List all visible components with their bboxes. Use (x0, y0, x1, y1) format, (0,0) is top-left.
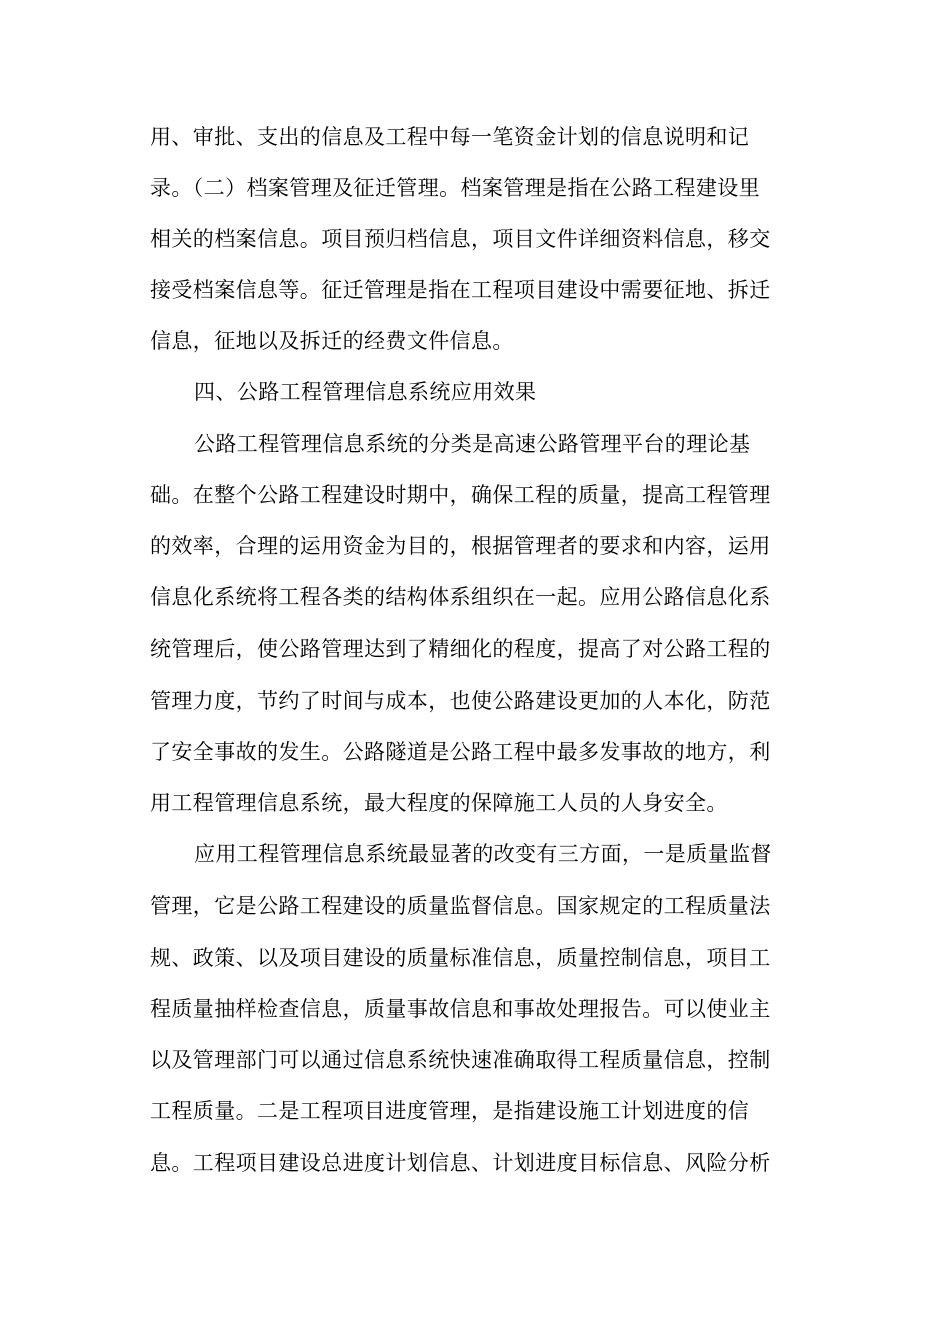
text-line: 的效率，合理的运用资金为目的，根据管理者的要求和内容，运用 (150, 534, 771, 558)
text-line: 程质量抽样检查信息，质量事故信息和事故处理报告。可以使业主 (150, 997, 771, 1021)
text-line: 管理力度，节约了时间与成本，也使公路建设更加的人本化，防范 (150, 689, 771, 713)
text-line: 息。工程项目建设总进度计划信息、计划进度目标信息、风险分析 (150, 1151, 771, 1175)
text-line: 应用工程管理信息系统最显著的改变有三方面，一是质量监督 (194, 842, 772, 866)
text-line: 统管理后，使公路管理达到了精细化的程度，提高了对公路工程的 (150, 637, 771, 661)
text-line: 用工程管理信息系统，最大程度的保障施工人员的人身安全。 (150, 791, 728, 815)
text-line: 录。（二）档案管理及征迁管理。档案管理是指在公路工程建设里 (150, 176, 761, 200)
text-line: 管理，它是公路工程建设的质量监督信息。国家规定的工程质量法 (150, 894, 771, 918)
text-line: 接受档案信息等。征迁管理是指在工程项目建设中需要征地、拆迁 (150, 278, 771, 302)
text-line: 公路工程管理信息系统的分类是高速公路管理平台的理论基 (194, 432, 751, 456)
text-line: 了安全事故的发生。公路隧道是公路工程中最多发事故的地方，利 (150, 740, 771, 764)
text-line: 相关的档案信息。项目预归档信息，项目文件详细资料信息，移交 (150, 227, 771, 251)
text-line: 信息，征地以及拆迁的经费文件信息。 (150, 329, 514, 353)
text-line: 以及管理部门可以通过信息系统快速准确取得工程质量信息，控制 (150, 1048, 771, 1072)
text-line: 信息化系统将工程各类的结构体系组织在一起。应用公路信息化系 (150, 585, 771, 609)
text-line: 用、审批、支出的信息及工程中每一笔资金计划的信息说明和记 (150, 125, 750, 149)
text-line: 工程质量。二是工程项目进度管理，是指建设施工计划进度的信 (150, 1099, 750, 1123)
text-line: 础。在整个公路工程建设时期中，确保工程的质量，提高工程管理 (150, 483, 771, 507)
section-heading: 四、公路工程管理信息系统应用效果 (194, 380, 537, 404)
text-line: 规、政策、以及项目建设的质量标准信息，质量控制信息，项目工 (150, 946, 771, 970)
